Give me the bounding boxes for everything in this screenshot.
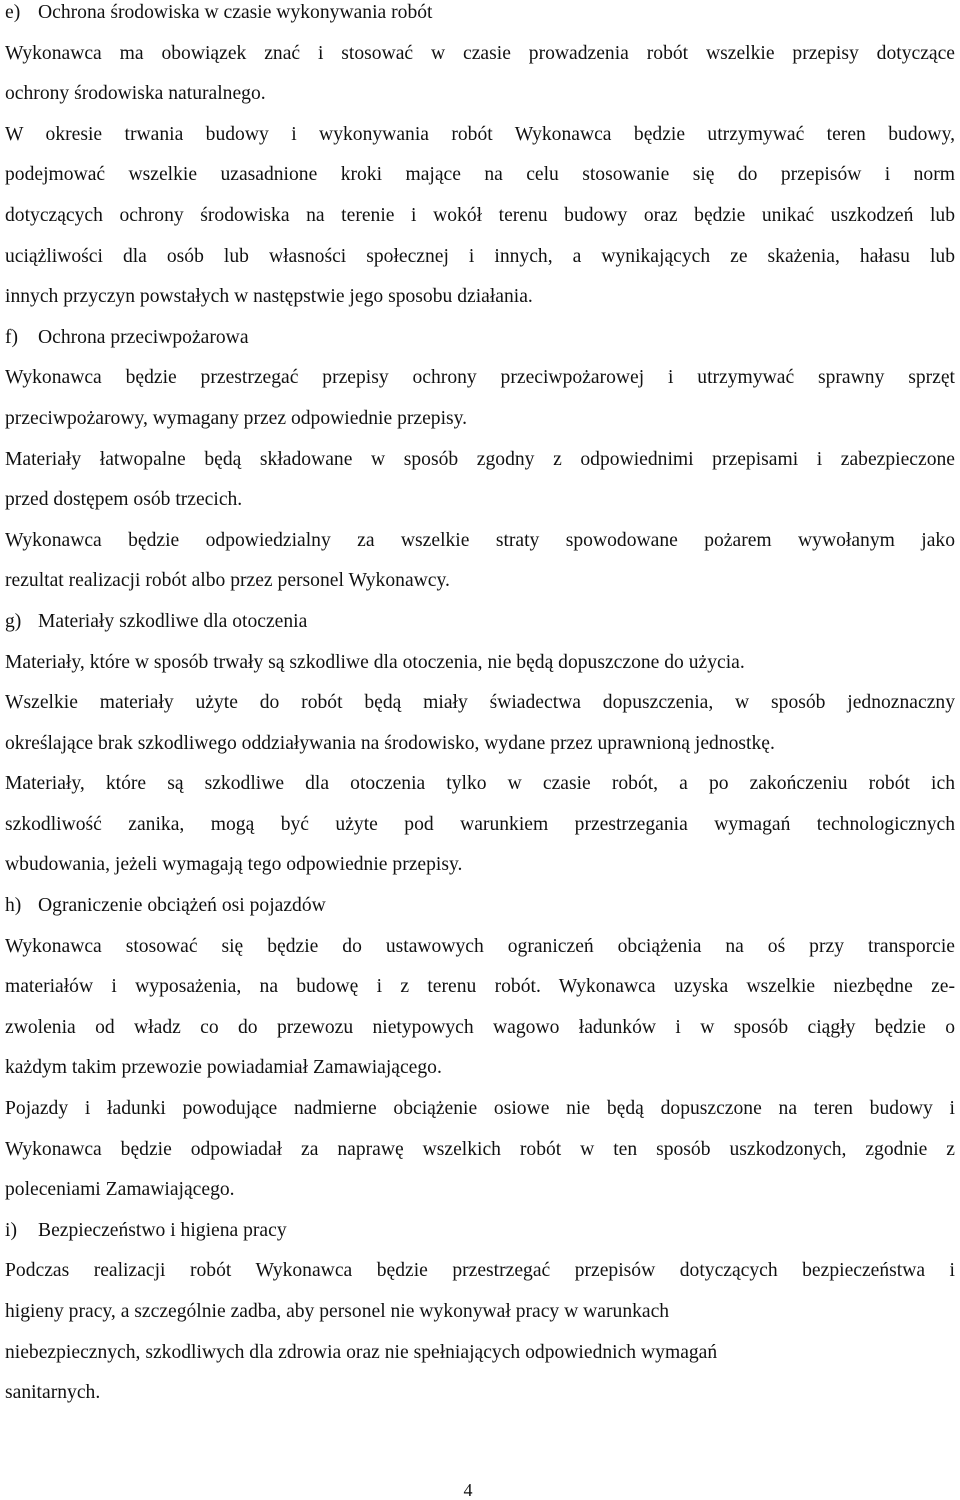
paragraph-line: rezultat realizacji robót albo przez personel Wykonawcy.	[5, 570, 450, 592]
paragraph-line: innych przyczyn powstałych w następstwie jego sposobu działania.	[5, 286, 533, 308]
section-heading	[5, 1218, 955, 1259]
section-heading	[5, 893, 955, 934]
paragraph-line: Podczas realizacji robót Wykonawca będzie przestrzegać przepisów dotyczących bezpieczeństwa i	[5, 1260, 955, 1282]
section-title: Bezpieczeństwo i higiena pracy	[38, 1219, 287, 1241]
section-marker: g)	[5, 610, 22, 632]
section-marker: e)	[5, 2, 21, 23]
paragraph-line: poleceniami Zamawiającego.	[5, 1179, 235, 1201]
paragraph-line: szkodliwość zanika, mogą być użyte pod warunkiem przestrzegania wymagań technologicznych	[5, 813, 955, 835]
paragraph-line: określające brak szkodliwego oddziaływania na środowisko, wydane przez uprawnioną jednostkę.	[5, 732, 775, 754]
paragraph-line: każdym takim przewozie powiadamiał Zamawiającego.	[5, 1057, 442, 1079]
section-title: Ograniczenie obciążeń osi pojazdów	[38, 895, 326, 917]
paragraph-line: sanitarnych.	[5, 1382, 101, 1404]
paragraph-line: niebezpiecznych, szkodliwych dla zdrowia oraz nie spełniających odpowiednich wymagań	[5, 1341, 718, 1363]
paragraph-line: Materiały, które są szkodliwe dla otoczenia tylko w czasie robót, a po zakończeniu robót ich	[5, 773, 955, 795]
paragraph-line: Wykonawca będzie odpowiedzialny za wszelkie straty spowodowane pożarem wywołanym jako	[5, 529, 955, 551]
paragraph-line: materiałów i wyposażenia, na budowę i z terenu robót. Wykonawca uzyska wszelkie niezbędne ze-	[5, 976, 955, 998]
section-marker: h)	[5, 895, 22, 917]
paragraph-line: Materiały, które w sposób trwały są szkodliwe dla otoczenia, nie będą dopuszczone do użycia.	[5, 651, 745, 673]
paragraph-line: Wykonawca stosować się będzie do ustawowych ograniczeń obciążenia na oś przy transporcie	[5, 935, 955, 957]
section-heading	[5, 609, 955, 650]
paragraph-line: Wszelkie materiały użyte do robót będą miały świadectwa dopuszczenia, w sposób jednoznaczny	[5, 692, 955, 714]
section-title: Materiały szkodliwe dla otoczenia	[38, 610, 308, 632]
paragraph-line: Materiały łatwopalne będą składowane w sposób zgodny z odpowiednimi przepisami i zabezpieczone	[5, 448, 955, 470]
paragraph-line: zwolenia od władz co do przewozu nietypowych wagowo ładunków i w sposób ciągły będzie o	[5, 1016, 955, 1038]
paragraph-line: Wykonawca będzie odpowiadał za naprawę wszelkich robót w ten sposób uszkodzonych, zgodnie z	[5, 1138, 955, 1160]
section-heading	[5, 0, 955, 41]
section-heading	[5, 325, 955, 366]
section-marker: i)	[5, 1219, 17, 1241]
paragraph-line: uciążliwości dla osób lub własności społecznej i innych, a wynikających ze skażenia, hałasu lub	[5, 245, 955, 267]
paragraph-line: Pojazdy i ładunki powodujące nadmierne obciążenie osiowe nie będą dopuszczone na teren budowy i	[5, 1098, 955, 1120]
paragraph-line: Wykonawca ma obowiązek znać i stosować w czasie prowadzenia robót wszelkie przepisy dotyczące	[5, 42, 955, 64]
paragraph-line: ochrony środowiska naturalnego.	[5, 83, 266, 105]
paragraph-line: przed dostępem osób trzecich.	[5, 489, 243, 511]
paragraph-line: podejmować wszelkie uzasadnione kroki mające na celu stosowanie się do przepisów i norm	[5, 164, 955, 186]
page-number: 4	[463, 1480, 473, 1500]
paragraph-line: przeciwpożarowy, wymagany przez odpowiednie przepisy.	[5, 407, 468, 429]
paragraph-line: W okresie trwania budowy i wykonywania robót Wykonawca będzie utrzymywać teren budowy,	[5, 123, 955, 145]
paragraph-line: Wykonawca będzie przestrzegać przepisy ochrony przeciwpożarowej i utrzymywać sprawny sprzęt	[5, 367, 955, 389]
section-title: Ochrona przeciwpożarowa	[38, 326, 249, 348]
section-title: Ochrona środowiska w czasie wykonywania robót	[38, 2, 433, 23]
section-marker: f)	[5, 326, 19, 348]
paragraph-line: dotyczących ochrony środowiska na terenie i wokół terenu budowy oraz będzie unikać uszkodzeń lub	[5, 204, 955, 226]
paragraph-line: wbudowania, jeżeli wymagają tego odpowiednie przepisy.	[5, 854, 463, 876]
document-body	[5, 0, 955, 1421]
paragraph-line: higieny pracy, a szczególnie zadba, aby personel nie wykonywał pracy w warunkach	[5, 1301, 670, 1322]
